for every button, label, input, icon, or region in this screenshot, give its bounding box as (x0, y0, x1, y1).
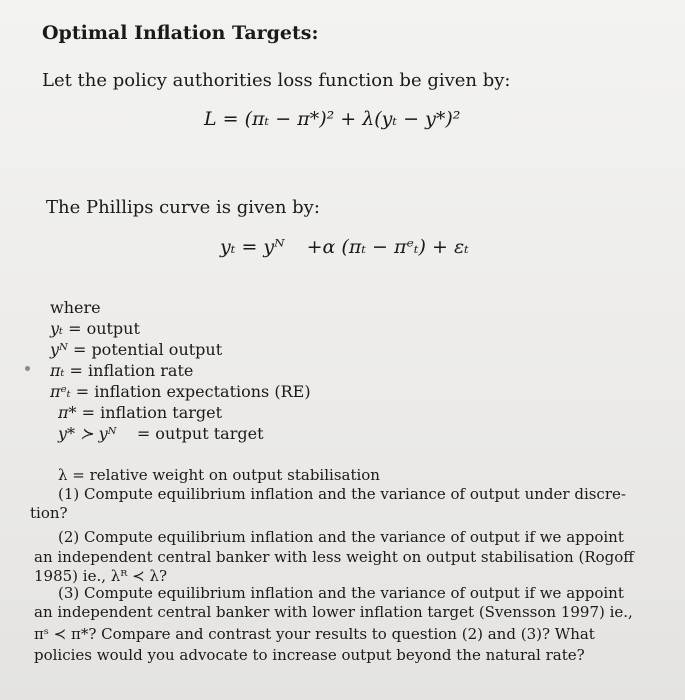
definition-text: = output (62, 319, 140, 338)
question-3-line-3: πˢ ≺ π*? Compare and contrast your results to question (2) and (3)? What (34, 625, 595, 643)
definition-text: = potential output (67, 340, 223, 359)
definition-symbol: πᵉₜ (50, 382, 71, 401)
definition-symbol: y* ≻ yᴺ (58, 424, 117, 443)
question-2-line-3: 1985) ie., λᴿ ≺ λ? (34, 567, 168, 585)
question-2-line-1: (2) Compute equilibrium inflation and the variance of output if we appoint (58, 528, 624, 546)
question-1-line-1: (1) Compute equilibrium inflation and the variance of output under discre- (58, 485, 626, 503)
definition-text: = output target (116, 424, 264, 443)
definition-inflation-target (58, 403, 222, 422)
loss-function-intro: Let the policy authorities loss function be given by: (42, 70, 511, 91)
definition-output (50, 319, 140, 338)
question-3-line-4: policies would you advocate to increase output beyond the natural rate? (34, 646, 585, 664)
phillips-curve-intro: The Phillips curve is given by: (46, 197, 320, 218)
question-2-line-2: an independent central banker with less weight on output stabilisation (Rogoff (34, 548, 634, 566)
document-title: Optimal Inflation Targets: (42, 22, 319, 44)
loss-function-equation: L = (πₜ − π*)² + λ(yₜ − y*)² (204, 108, 461, 130)
lambda-definition: λ = relative weight on output stabilisation (58, 466, 380, 484)
phillips-eq-left: yₜ = yᴺ (220, 236, 285, 258)
question-1-line-2: tion? (30, 504, 68, 522)
definition-text: = inflation expectations (RE) (70, 382, 311, 401)
definition-symbol: π* (58, 403, 77, 422)
phillips-eq-right: +α (πₜ − πᵉₜ) + εₜ (306, 236, 469, 258)
definition-inflation-rate (50, 361, 193, 380)
definition-symbol: yᴺ (50, 340, 68, 359)
definition-potential-output (50, 340, 222, 359)
question-3-line-1: (3) Compute equilibrium inflation and the variance of output if we appoint (58, 584, 624, 602)
definition-text: = inflation rate (64, 361, 194, 380)
where-label: where (50, 298, 101, 317)
definition-text: = inflation target (76, 403, 223, 422)
question-3-line-2: an independent central banker with lower inflation target (Svensson 1997) ie., (34, 603, 633, 621)
phillips-curve-equation (220, 236, 469, 258)
definition-symbol: πₜ (50, 361, 65, 380)
definition-output-target (58, 424, 264, 443)
definition-symbol: yₜ (50, 319, 63, 338)
bullet-dot-icon (25, 366, 30, 371)
definition-inflation-expectations (50, 382, 311, 401)
